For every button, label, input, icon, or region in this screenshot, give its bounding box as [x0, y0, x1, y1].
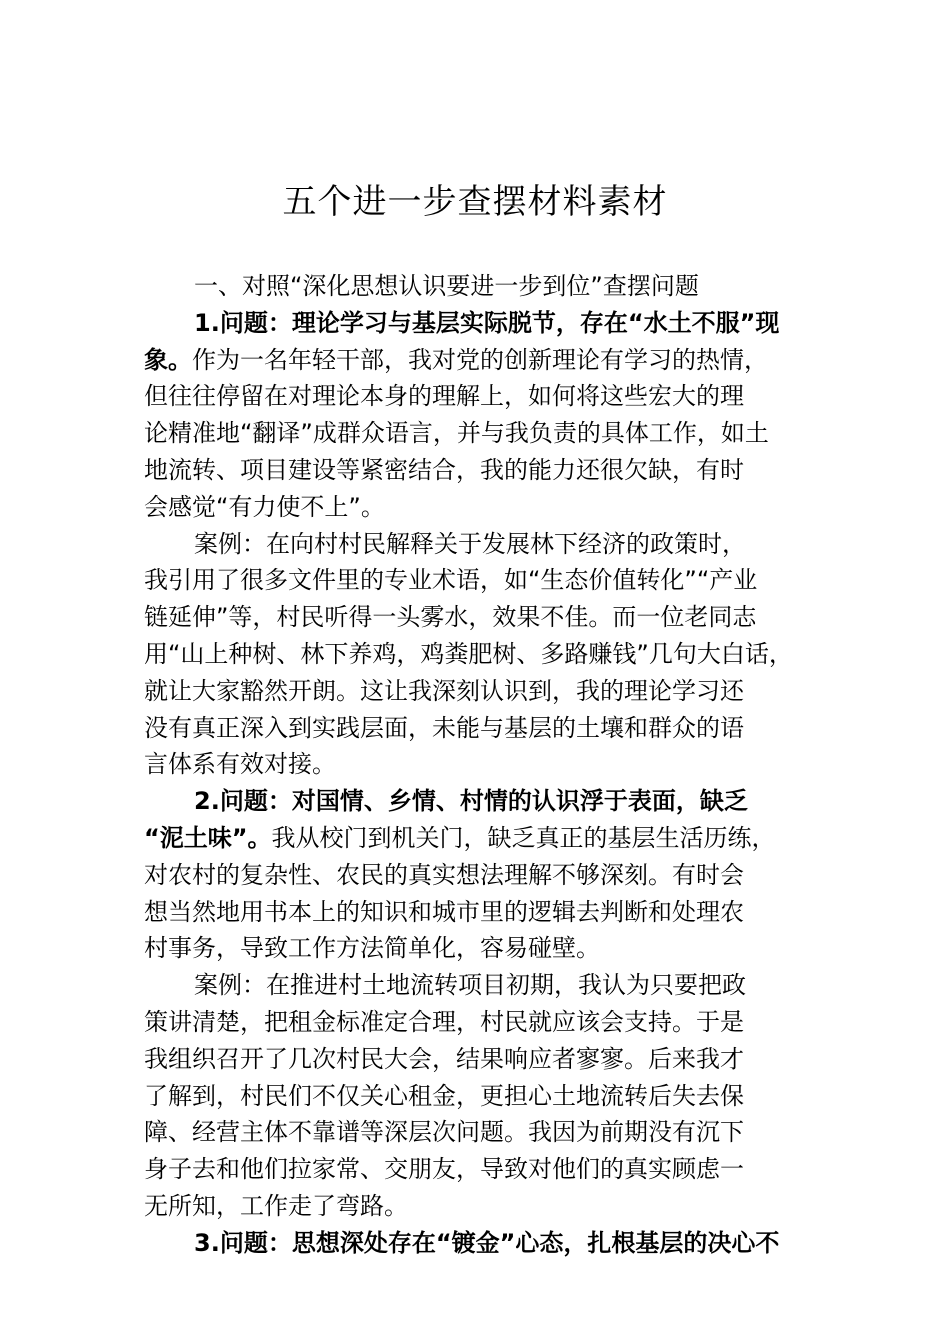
problem-1-text: 会感觉“有力使不上”。: [144, 492, 385, 521]
problem-1-text: 作为一名年轻干部，我对党的创新理论有学习的热情，: [192, 345, 768, 374]
case-1-text: 没有真正深入到实践层面，未能与基层的土壤和群众的语: [144, 713, 744, 742]
problem-2-text: 村事务，导致工作方法简单化，容易碰壁。: [144, 934, 600, 963]
problem-1-line: [144, 342, 834, 379]
problem-2-text: 我从校门到机关门，缺乏真正的基层生活历练，: [271, 823, 776, 852]
section-heading: 一、对照“深化思想认识要进一步到位”查摆问题: [194, 272, 699, 300]
case-1-text: 言体系有效对接。: [144, 750, 336, 779]
document-body: [144, 268, 834, 1262]
problem-1-heading-end: 象。: [144, 345, 192, 374]
case-2-text: 了解到，村民们不仅关心租金，更担心土地流转后失去保: [144, 1081, 744, 1110]
problem-2-heading: 2.问题：对国情、乡情、村情的认识浮于表面，缺乏: [194, 787, 748, 816]
case-2-text: 我组织召开了几次村民大会，结果响应者寥寥。后来我才: [144, 1044, 744, 1073]
case-2-text: 障、经营主体不靠谱等深层次问题。我因为前期没有沉下: [144, 1118, 744, 1147]
case-1-text: 我引用了很多文件里的专业术语，如“生态价值转化”“产业: [144, 566, 758, 595]
case-2-text: 无所知，工作走了弯路。: [144, 1191, 408, 1220]
case-2-text: 案例：在推进村土地流转项目初期，我认为只要把政: [194, 971, 746, 1000]
case-1-text: 用“山上种树、林下养鸡，鸡粪肥树、多路赚钱”几句大白话，: [144, 639, 793, 668]
document-title: 五个进一步查摆材料素材: [282, 182, 668, 222]
problem-2-line: [144, 820, 834, 857]
case-2-text: 策讲清楚，把租金标准定合理，村民就应该会支持。于是: [144, 1007, 744, 1036]
problem-2-text: 对农村的复杂性、农民的真实想法理解不够深刻。有时会: [144, 860, 744, 889]
problem-2-heading-end: “泥土味”。: [144, 823, 272, 852]
problem-1-text: 但往往停留在对理论本身的理解上，如何将这些宏大的理: [144, 382, 744, 411]
case-2-text: 身子去和他们拉家常、交朋友，导致对他们的真实顾虑一: [144, 1155, 744, 1184]
problem-3-heading: 3.问题：思想深处存在“镀金”心态，扎根基层的决心不: [194, 1228, 780, 1257]
case-1-text: 就让大家豁然开朗。这让我深刻认识到，我的理论学习还: [144, 676, 744, 705]
case-1-text: 链延伸”等，村民听得一头雾水，效果不佳。而一位老同志: [144, 603, 757, 632]
problem-2-text: 想当然地用书本上的知识和城市里的逻辑去判断和处理农: [144, 897, 744, 926]
problem-1-heading: 1.问题：理论学习与基层实际脱节，存在“水土不服”现: [194, 308, 780, 337]
problem-1-text: 地流转、项目建设等紧密结合，我的能力还很欠缺，有时: [144, 455, 744, 484]
case-1-text: 案例：在向村村民解释关于发展林下经济的政策时，: [194, 529, 746, 558]
problem-1-text: 论精准地“翻译”成群众语言，并与我负责的具体工作，如土: [144, 419, 769, 448]
